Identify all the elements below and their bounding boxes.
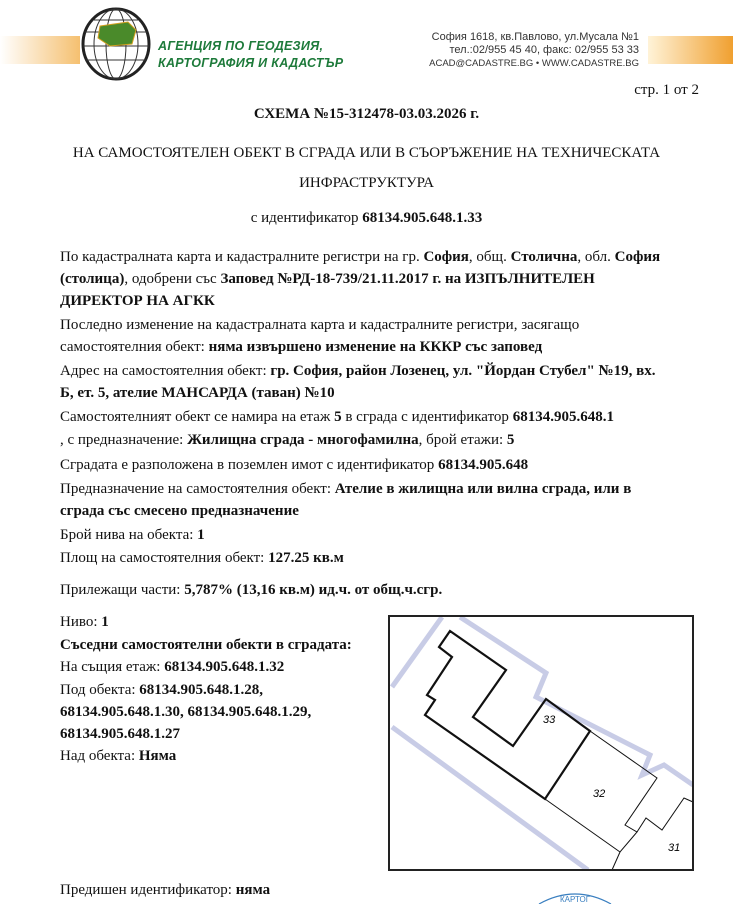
object-purpose-line-2: сграда със смесено предназначение xyxy=(60,503,299,519)
last-change-line-2: самостоятелния обект: няма извършено изменение на КККР със заповед xyxy=(60,339,543,355)
neighbors-above: Над обекта: Няма xyxy=(60,748,177,764)
cadastral-map xyxy=(388,615,694,871)
map-frame xyxy=(389,616,693,870)
cadastre-line-3: ДИРЕКТОР НА АГКК xyxy=(60,293,215,309)
document-subtitle-2: ИНФРАСТРУКТУРА xyxy=(299,175,434,191)
agency-name-line1: АГЕНЦИЯ ПО ГЕОДЕЗИЯ, xyxy=(158,39,324,53)
neighbors-below-3: 68134.905.648.1.27 xyxy=(60,726,180,742)
neighbors-same-floor: На същия етаж: 68134.905.648.1.32 xyxy=(60,659,285,675)
header-accent-right xyxy=(648,36,733,64)
address-line-2: Б, ет. 5, ателие МАНСАРДА (таван) №10 xyxy=(60,385,335,401)
agency-phone: тел.:02/955 45 40, факс: 02/955 53 33 xyxy=(449,44,639,56)
area-line: Площ на самостоятелния обект: 127.25 кв.м xyxy=(60,550,344,566)
agency-contacts xyxy=(429,31,639,70)
neighbors-below: Под обекта: 68134.905.648.1.28, xyxy=(60,682,264,698)
agency-address: София 1618, кв.Павлово, ул.Мусала №1 xyxy=(431,31,639,43)
page-number: стр. 1 от 2 xyxy=(634,82,699,98)
road-boundaries xyxy=(392,617,693,870)
agency-logo-globe-icon xyxy=(80,4,158,84)
cadastre-line-1: По кадастралната карта и кадастралните регистри на гр. София, общ. Столична, обл. София xyxy=(60,249,661,265)
neighbors-heading: Съседни самостоятелни обекти в сградата: xyxy=(60,637,352,653)
document-subtitle: НА САМОСТОЯТЕЛЕН ОБЕКТ В СГРАДА ИЛИ В СЪОРЪЖЕНИЕ НА ТЕХНИЧЕСКАТА xyxy=(72,145,661,161)
last-change-line-1: Последно изменение на кадастралната карта и кадастралните регистри, засягащо xyxy=(60,317,580,333)
official-stamp xyxy=(535,888,615,904)
levels-line: Брой нива на обекта: 1 xyxy=(60,527,205,543)
agency-name-line2: КАРТОГРАФИЯ И КАДАСТЪР xyxy=(158,56,344,70)
header-accent-left xyxy=(0,36,80,64)
level-line: Ниво: 1 xyxy=(60,614,109,630)
object-33-outline xyxy=(425,631,590,799)
map-label-33: 33 xyxy=(543,714,556,726)
previous-identifier: Предишен идентификатор: няма xyxy=(60,882,271,898)
agency-web: ACAD@CADASTRE.BG • WWW.CADASTRE.BG xyxy=(429,58,639,69)
map-label-31: 31 xyxy=(668,842,681,854)
purpose-building-line: , с предназначение: Жилищна сграда - многофамилна, брой етажи: 5 xyxy=(60,432,515,448)
cadastre-line-2: (столица), одобрени със Заповед №РД-18-739/21.11.2017 г. на ИЗПЪЛНИТЕЛЕН xyxy=(60,271,595,287)
agency-name xyxy=(158,38,343,72)
svg-text:КАРТОГ: КАРТОГ xyxy=(560,895,591,904)
neighbors-below-2: 68134.905.648.1.30, 68134.905.648.1.29, xyxy=(60,704,312,720)
address-line-1: Адрес на самостоятелния обект: гр. София, район Лозенец, ул. "Йордан Стубел" №19, вх. xyxy=(60,363,656,379)
map-label-32: 32 xyxy=(593,788,606,800)
object-31-outline xyxy=(637,798,693,832)
object-purpose-line-1: Предназначение на самостоятелния обект: Ателие в жилищна или вилна сграда, или в xyxy=(60,481,632,497)
document-title: СХЕМА №15-312478-03.03.2026 г. xyxy=(253,106,480,122)
land-plot-line: Сградата е разположена в поземлен имот с идентификатор 68134.905.648 xyxy=(60,457,529,473)
common-parts-line: Прилежащи части: 5,787% (13,16 кв.м) ид.ч. от общ.ч.сгр. xyxy=(60,582,443,598)
object-identifier: с идентификатор 68134.905.648.1.33 xyxy=(250,210,483,226)
floor-line: Самостоятелният обект се намира на етаж 5 в сграда с идентификатор 68134.905.648.1 xyxy=(60,409,614,425)
